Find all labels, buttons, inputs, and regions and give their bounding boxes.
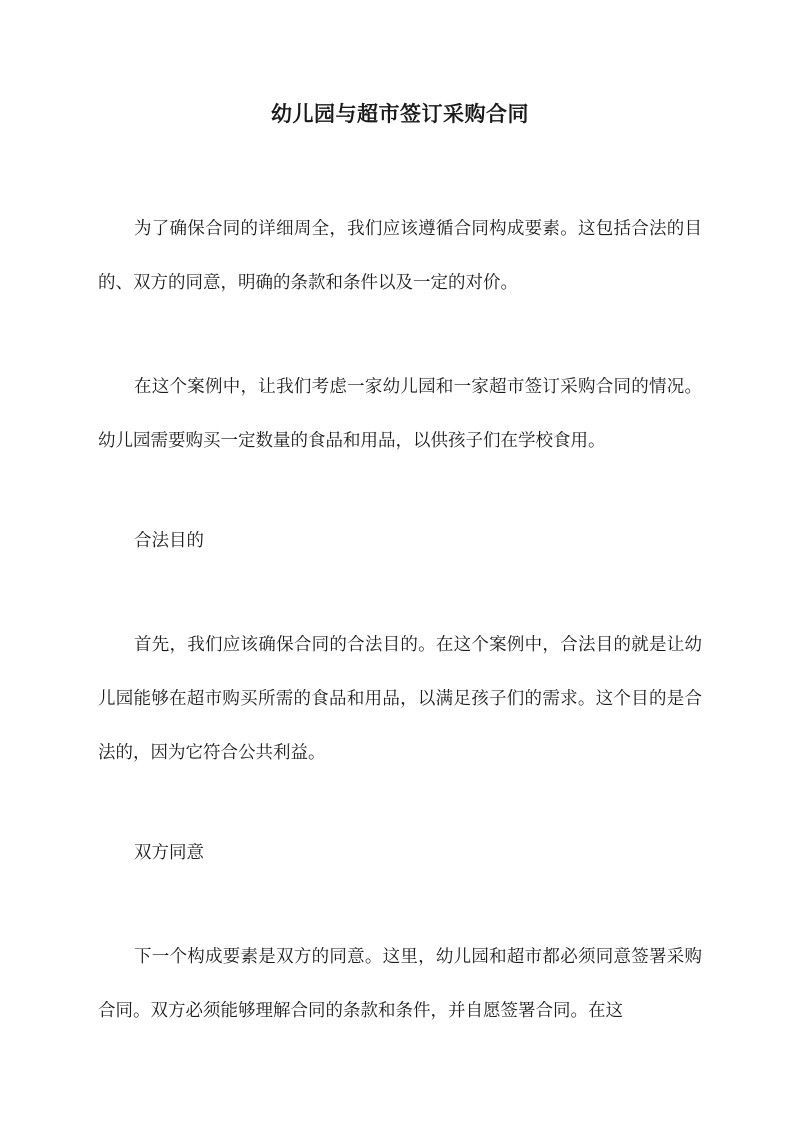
section-heading-mutual-consent: 双方同意 xyxy=(134,843,204,863)
document-title: 幼儿园与超市签订采购合同 xyxy=(271,101,529,126)
paragraph-intro: 为了确保合同的详细周全，我们应该遵循合同构成要素。这包括合法的目的、双方的同意，明确的条款和条件以及一定的对价。 xyxy=(98,219,702,293)
paragraph-legal-purpose: 首先，我们应该确保合同的合法目的。在这个案例中，合法目的就是让幼儿园能够在超市购买所需的食品和用品，以满足孩子们的需求。这个目的是合法的，因为它符合公共利益。 xyxy=(98,635,702,763)
paragraph-mutual-consent: 下一个构成要素是双方的同意。这里，幼儿园和超市都必须同意签署采购合同。双方必须能够理解合同的条款和条件，并自愿签署合同。在这 xyxy=(98,947,702,1021)
paragraph-case: 在这个案例中，让我们考虑一家幼儿园和一家超市签订采购合同的情况。幼儿园需要购买一定数量的食品和用品，以供孩子们在学校食用。 xyxy=(98,377,702,451)
section-heading-legal-purpose: 合法目的 xyxy=(134,531,204,551)
